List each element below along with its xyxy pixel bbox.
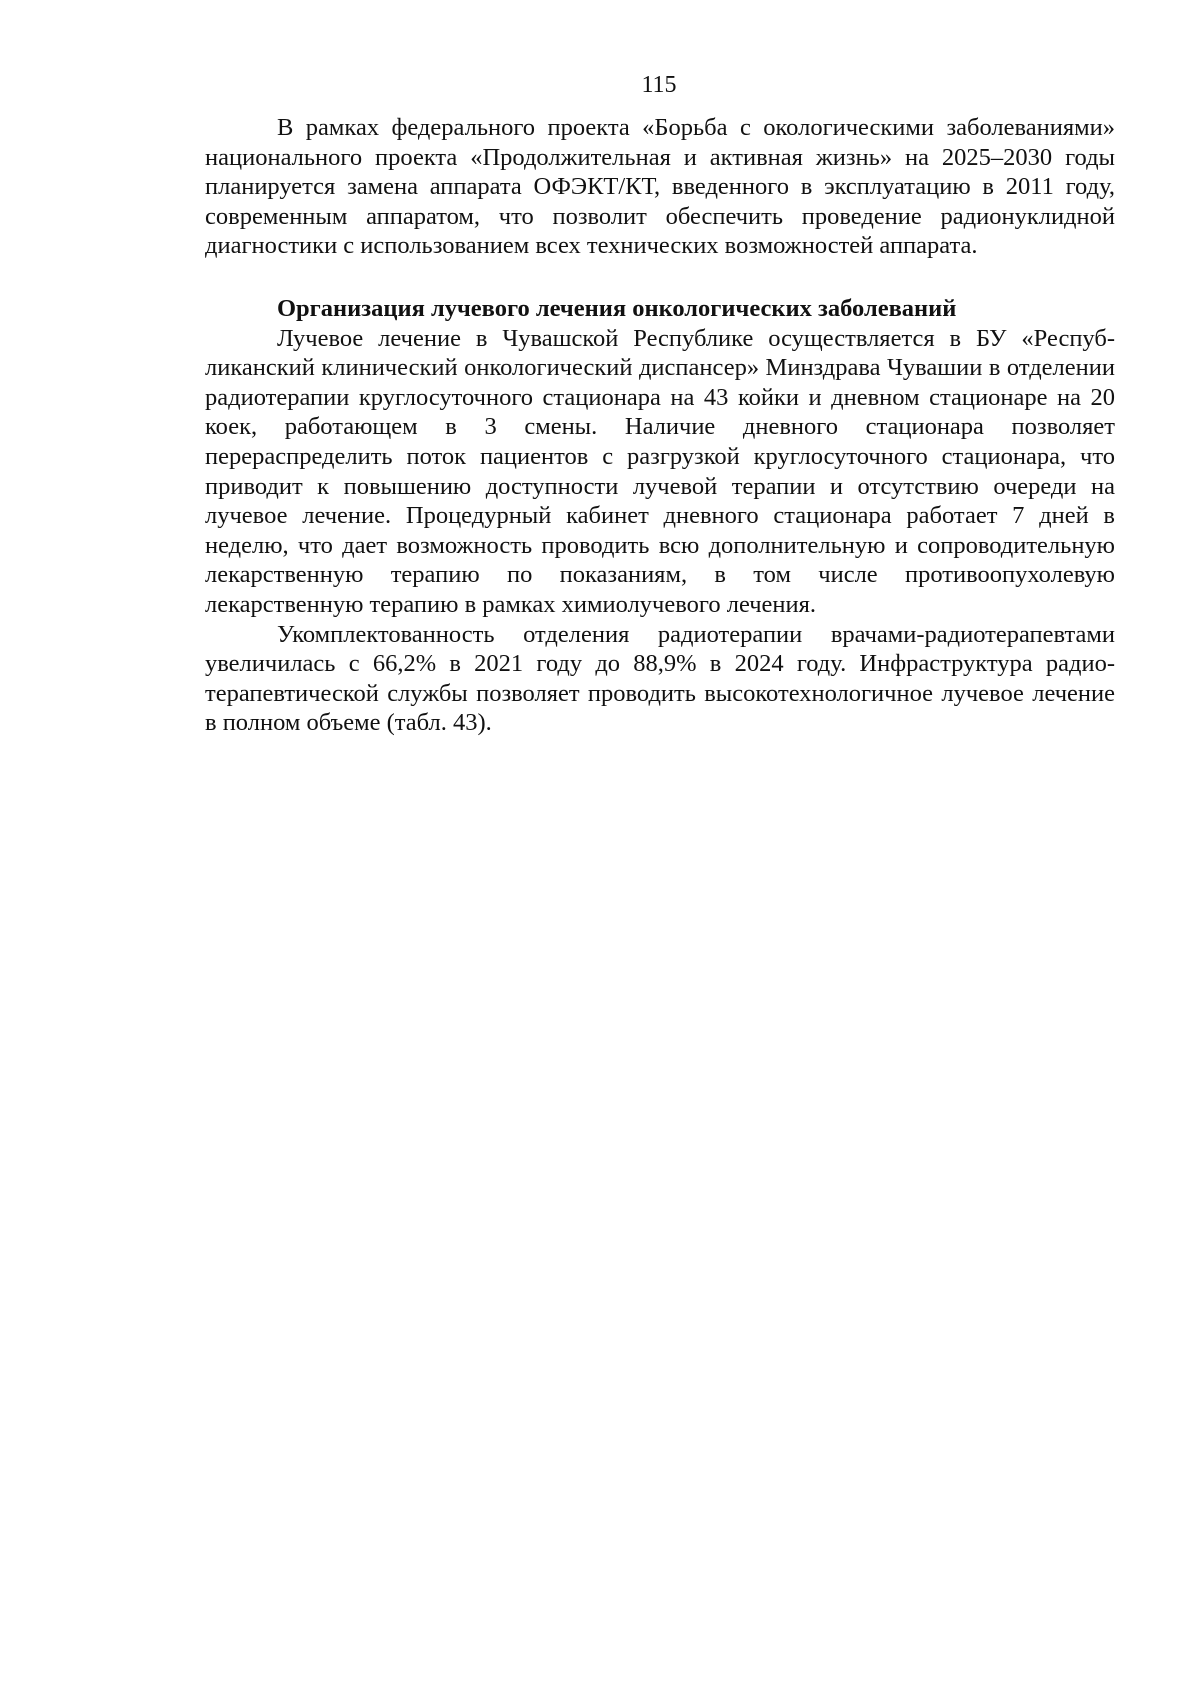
- paragraph-equipment-replacement: В рамках федерального проекта «Борьба с окологическими заболеваниями» национального проекта «Продолжительная и активная жизнь» на 2025–2030 годы планируется замена аппарата ОФЭКТ/КТ, введенного в эксплуатацию в 2011 году, современным аппаратом, что позволит обеспечить проведение радионуклидной диагностики с использованием всех технических возможностей аппарата.: [205, 114, 1115, 260]
- section-heading: Организация лучевого лечения онкологических заболеваний: [277, 294, 957, 322]
- page-number: 115: [641, 72, 677, 98]
- paragraph-staffing: Укомплектованность отделения радиотерапии врачами-радиотерапевтами увеличилась с 66,2% в 2021 году до 88,9% в 2024 году. Инфраструктура радиотерапевтической службы позволяет проводить высокотехнологичное лучевое лечение в полном объеме (табл. 43).: [205, 620, 1115, 737]
- paragraph-radiation-treatment: Лучевое лечение в Чувашской Республике осуществляется в БУ «Республиканский клинический онкологический диспансер» Минздрава Чувашии в отделении радиотерапии круглосуточного стационара на 43 койки и дневном стационаре на 20 коек, работающем в 3 смены. Наличие дневного стационара позволяет перераспределить поток пациентов с разгрузкой круглосуточного стационара, что приводит к повышению доступности лучевой терапии и отсутствию очереди на лучевое лечение. Процедурный кабинет дневного стационара работает 7 дней в неделю, что дает возможность проводить всю дополнительную и сопроводительную лекарственную терапию по показаниям, в том числе противоопухолевую лекарственную терапию в рамках химиолучевого лечения.: [205, 324, 1115, 618]
- document-body: [205, 113, 1115, 738]
